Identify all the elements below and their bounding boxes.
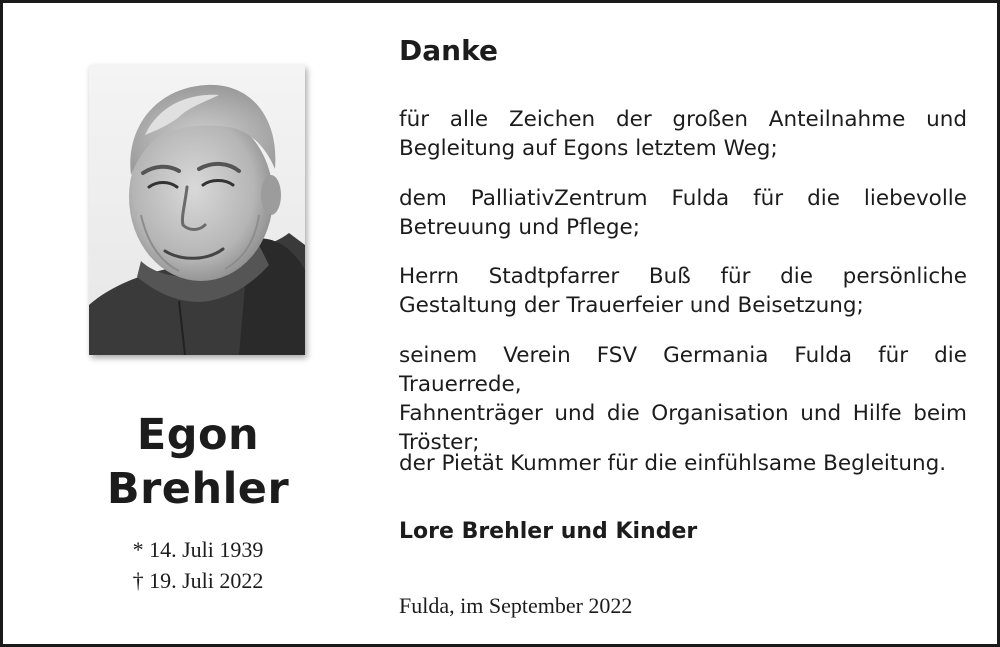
paragraph-line: seinem Verein FSV Germania Fulda für die Trauerrede,: [399, 343, 967, 397]
paragraph-line: Herrn Stadtpfarrer Buß für die persönliche: [399, 264, 967, 289]
deceased-column: [3, 3, 383, 644]
notice-heading: Danke: [399, 34, 498, 67]
paragraph-line: Betreuung und Pflege;: [399, 215, 640, 240]
thanks-paragraph: [399, 105, 967, 163]
thanks-paragraph: [399, 341, 967, 457]
paragraph-line: für alle Zeichen der großen Anteilnahme und: [399, 107, 967, 132]
deceased-first-name: Egon: [136, 410, 260, 460]
thanks-paragraph: [399, 449, 967, 478]
portrait-illustration: [89, 65, 305, 355]
death-date: † 19. Juli 2022: [132, 568, 264, 593]
deceased-last-name: Brehler: [106, 464, 290, 514]
paragraph-line: Gestaltung der Trauerfeier und Beisetzung;: [399, 293, 864, 318]
place-date: Fulda, im September 2022: [399, 593, 633, 618]
thanks-paragraph: [399, 184, 967, 242]
paragraph-line: Fahnenträger und die Organisation und Hilfe beim: [399, 401, 967, 426]
portrait-photo: [89, 65, 305, 355]
paragraph-line: der Pietät Kummer für die einfühlsame Begleitung.: [399, 451, 947, 476]
paragraph-line: Tröster;: [399, 430, 480, 455]
signature: Lore Brehler und Kinder: [399, 519, 698, 544]
paragraph-line: dem PalliativZentrum Fulda für die liebevolle: [399, 186, 967, 211]
paragraph-line: Begleitung auf Egons letztem Weg;: [399, 136, 778, 161]
birth-date: * 14. Juli 1939: [132, 537, 264, 562]
thanks-paragraph: [399, 262, 967, 320]
